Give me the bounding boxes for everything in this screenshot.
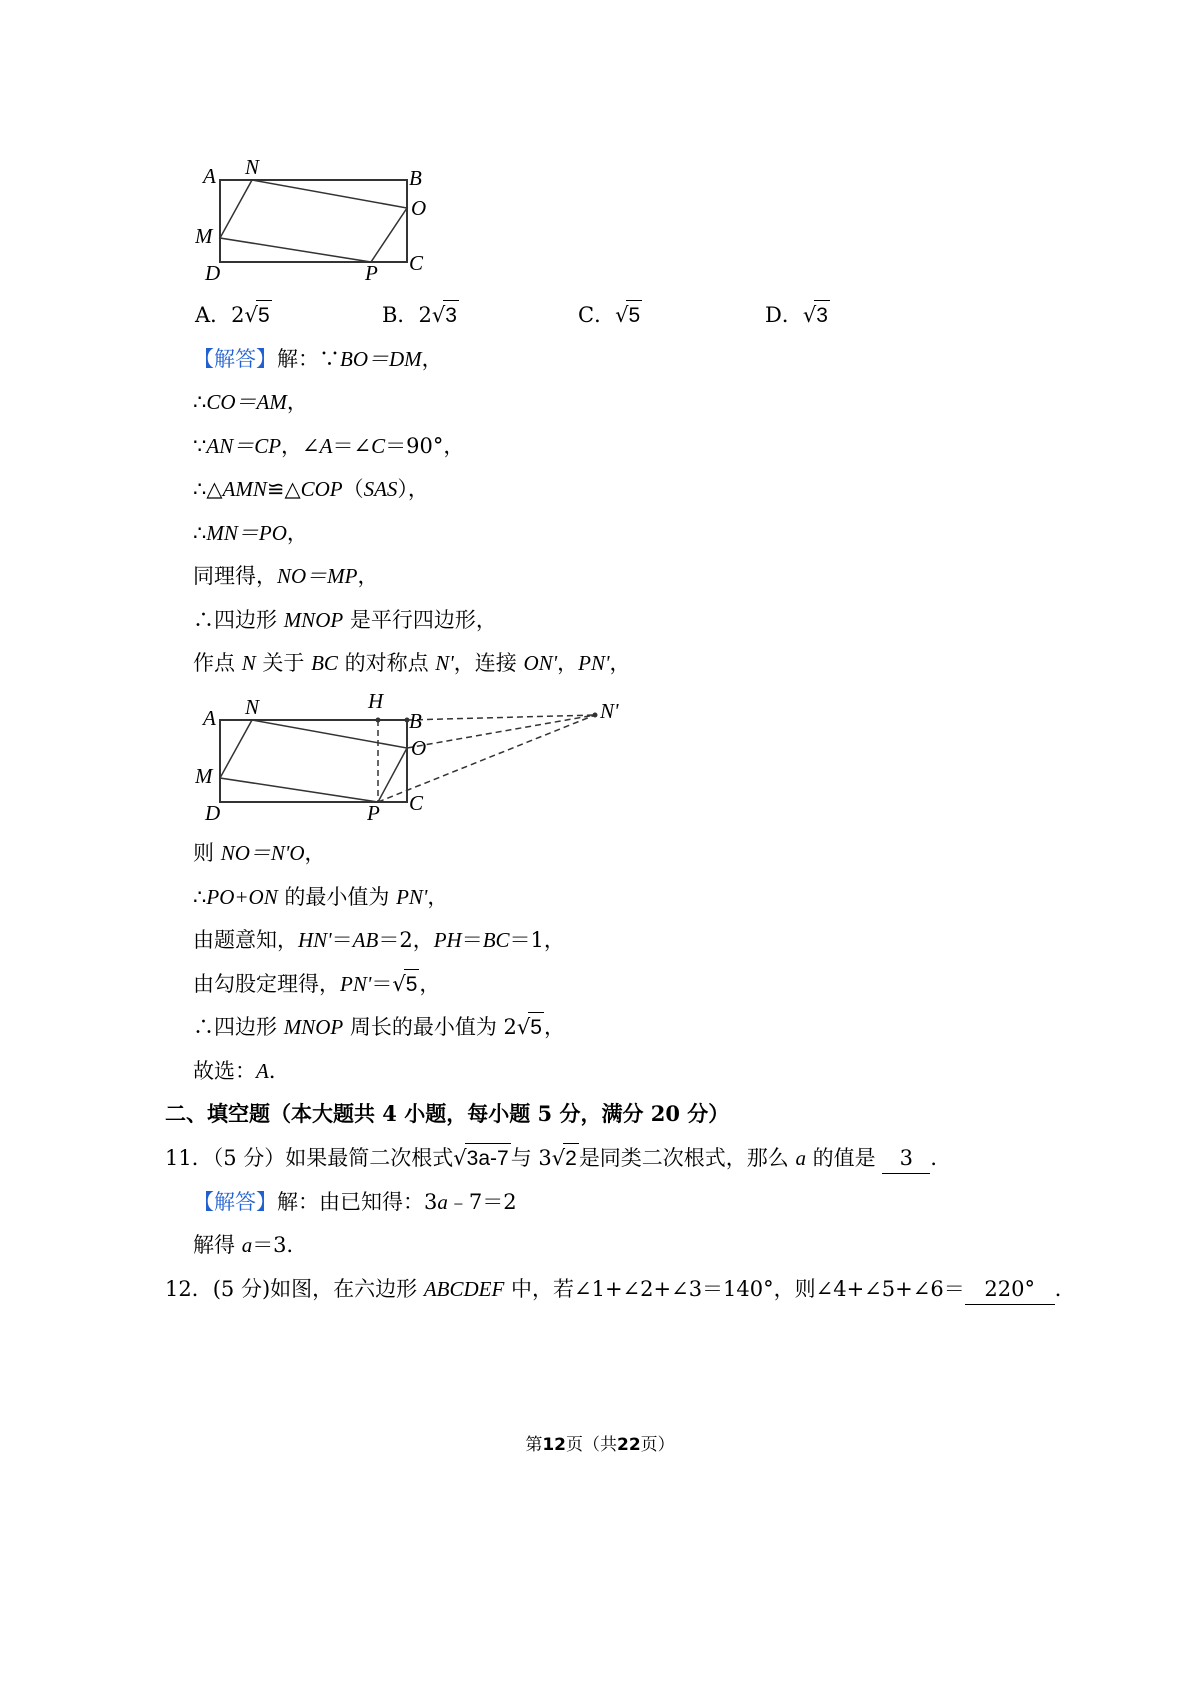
text: ＝ (371, 972, 393, 996)
question-11 (165, 1143, 951, 1174)
text: 解：∵ (277, 347, 340, 371)
figure-reflection (195, 688, 635, 826)
text: ∴ (193, 521, 207, 545)
parallelogram-mnop (220, 180, 407, 262)
text: 解：由已知得：3 (277, 1190, 438, 1214)
option-b-letter: B． (382, 303, 419, 327)
radicand: 5 (528, 1012, 544, 1043)
sqrt-icon: √5 (517, 1012, 544, 1043)
text: ， (304, 841, 326, 865)
text: 12．(5 分)如图，在六边形 (165, 1277, 424, 1301)
solution-line-13 (193, 1012, 565, 1043)
solution-tag: 【解答】 (193, 1190, 277, 1214)
text: 由勾股定理得， (193, 972, 340, 996)
text: ＝1， (509, 928, 565, 952)
math-expr: AMN (222, 477, 267, 501)
option-c-letter: C． (578, 303, 616, 327)
option-a-radicand: 5 (256, 300, 272, 331)
sqrt-icon: √5 (392, 969, 419, 1000)
section-heading: 二、填空题（本大题共 4 小题，每小题 5 分，满分 20 分） (165, 1101, 730, 1126)
text: ， (427, 885, 449, 909)
text: 周长的最小值为 2 (343, 1015, 517, 1039)
text: ． (268, 1059, 290, 1083)
text: 页（共 (566, 1435, 617, 1455)
option-b (382, 300, 459, 331)
text: ，∠ (281, 434, 320, 458)
text: ， (286, 521, 308, 545)
math-expr: A (319, 434, 333, 458)
option-d-letter: D． (765, 303, 803, 327)
solution-line-5 (193, 518, 308, 548)
math-expr: PN' (340, 972, 372, 996)
label-n: N (245, 695, 260, 719)
answer-blank: 220° (965, 1274, 1055, 1305)
text: 同理得， (193, 564, 277, 588)
solution-line-7 (193, 605, 497, 635)
math-expr: PH (433, 928, 462, 952)
text: 第 (525, 1435, 543, 1455)
text: ∵ (193, 434, 207, 458)
text: ∴△ (193, 477, 223, 501)
text: （ (342, 477, 364, 501)
page-footer (0, 1430, 1200, 1455)
sqrt-icon: √5 (615, 300, 642, 331)
label-a: A (203, 706, 216, 730)
label-c: C (409, 791, 424, 815)
solution-line-6 (193, 561, 379, 591)
math-expr: N (241, 651, 256, 675)
q11-solution-line-1 (193, 1187, 517, 1217)
total-pages: 22 (617, 1435, 641, 1455)
label-c: C (409, 251, 424, 275)
sqrt-icon: √3 (432, 300, 459, 331)
math-expr: PN' (396, 885, 428, 909)
solution-tag: 【解答】 (193, 347, 277, 371)
text: 解得 (193, 1233, 242, 1257)
radicand: 3a-7 (465, 1143, 511, 1174)
sqrt-icon: √2 (552, 1143, 579, 1174)
label-p: P (367, 801, 380, 825)
answer-blank: 3 (882, 1143, 930, 1174)
math-expr: BC (311, 651, 338, 675)
math-expr: MN＝PO (206, 521, 287, 545)
rectangle-abcd (220, 720, 407, 802)
math-expr: A (256, 1059, 269, 1083)
label-a: A (203, 164, 216, 188)
text: 是平行四边形， (343, 608, 497, 632)
label-o: O (411, 196, 427, 220)
option-a (195, 300, 272, 331)
label-d: D (205, 261, 221, 285)
text: 与 3 (510, 1146, 552, 1170)
option-c-radicand: 5 (626, 300, 642, 331)
solution-line-12 (193, 969, 440, 1000)
page-number: 12 (542, 1435, 566, 1455)
text: ＝2， (378, 928, 434, 952)
text: ∴ (193, 885, 207, 909)
math-expr: MNOP (283, 608, 344, 632)
point-h (376, 718, 381, 723)
label-b: B (409, 166, 422, 190)
solution-line-9 (193, 838, 326, 868)
text: ∴四边形 (193, 1015, 284, 1039)
math-expr: NO＝MP (277, 564, 358, 588)
text: ， (557, 651, 579, 675)
math-expr: a (795, 1146, 806, 1170)
text: ， (543, 1015, 565, 1039)
math-expr: PN' (578, 651, 610, 675)
math-expr: a (241, 1233, 253, 1257)
math-expr: CO＝AM (206, 390, 287, 414)
text: 关于 (255, 651, 312, 675)
solution-line-3 (193, 431, 464, 461)
text: ＝ (461, 928, 483, 952)
text: ， (421, 347, 443, 371)
text: 的对称点 (337, 651, 436, 675)
math-expr: HN' (298, 928, 332, 952)
text: 则 (193, 841, 221, 865)
text: 作点 (193, 651, 242, 675)
solution-line-2 (193, 387, 308, 417)
text: ）， (397, 477, 429, 501)
text: ， (286, 390, 308, 414)
text: ， (609, 651, 631, 675)
text: 是同类二次根式，那么 (578, 1146, 796, 1170)
math-expr: N' (435, 651, 454, 675)
parallelogram-mnop (220, 720, 407, 802)
text: ，连接 (453, 651, 524, 675)
solution-line-10 (193, 882, 448, 912)
math-expr: BC (482, 928, 510, 952)
figure-rectangle-mnop (195, 158, 455, 288)
text: 页） (640, 1435, 675, 1455)
text: 的值是 (806, 1146, 883, 1170)
text: ． (1054, 1277, 1076, 1301)
math-expr: ABCDEF (423, 1277, 505, 1301)
sqrt-icon: √3 (803, 300, 830, 331)
math-expr: SAS (363, 477, 398, 501)
text: ． (930, 1146, 952, 1170)
text: 中，若∠1+∠2+∠3＝140°，则∠4+∠5+∠6＝ (504, 1277, 965, 1301)
label-p: P (365, 261, 378, 285)
math-expr: NO＝N'O (220, 841, 305, 865)
point-n-prime (593, 713, 598, 718)
math-expr: MNOP (283, 1015, 344, 1039)
question-12 (165, 1274, 1076, 1305)
math-expr: C (371, 434, 386, 458)
option-b-radicand: 3 (443, 300, 459, 331)
dashed-on (407, 715, 595, 748)
math-expr: PO+ON (206, 885, 278, 909)
math-expr: BO＝DM (340, 347, 422, 371)
sqrt-icon: √3a-7 (453, 1143, 510, 1174)
label-d: D (205, 801, 221, 825)
text: ＝ (331, 928, 353, 952)
text: ＝∠ (332, 434, 372, 458)
solution-line-11 (193, 925, 565, 955)
text: ， (357, 564, 379, 588)
math-expr: a (437, 1190, 448, 1214)
solution-line-1 (193, 344, 443, 374)
radicand: 5 (404, 969, 420, 1000)
sqrt-icon: √5 (245, 300, 272, 331)
label-n: N (245, 158, 260, 179)
text: ﹣7＝2 (447, 1190, 517, 1214)
option-b-coef: 2 (418, 303, 432, 327)
option-d-radicand: 3 (814, 300, 830, 331)
solution-line-8 (193, 648, 630, 678)
option-c (578, 300, 642, 331)
label-o: O (411, 736, 427, 760)
math-expr: COP (300, 477, 343, 501)
radicand: 2 (563, 1143, 579, 1174)
text: 故选： (193, 1059, 256, 1083)
text: 由题意知， (193, 928, 298, 952)
option-a-coef: 2 (231, 303, 245, 327)
solution-line-4 (193, 474, 429, 504)
solution-line-14 (193, 1056, 290, 1086)
text: ＝3． (252, 1233, 308, 1257)
label-n-prime: N' (600, 699, 619, 723)
label-b: B (409, 709, 422, 733)
text: ， (419, 972, 441, 996)
math-expr: AN＝CP (206, 434, 282, 458)
math-expr: AB (352, 928, 379, 952)
text: 11．（5 分）如果最简二次根式 (165, 1146, 454, 1170)
label-m: M (195, 764, 213, 788)
text: ≌△ (266, 477, 301, 501)
option-a-letter: A． (195, 303, 232, 327)
label-h: H (368, 689, 384, 713)
label-m: M (195, 224, 213, 248)
text: ∴四边形 (193, 608, 284, 632)
option-d (765, 300, 830, 331)
text: ＝90°， (385, 434, 465, 458)
math-expr: ON' (523, 651, 558, 675)
text: 的最小值为 (277, 885, 397, 909)
q11-solution-line-2 (193, 1230, 308, 1260)
text: ∴ (193, 390, 207, 414)
